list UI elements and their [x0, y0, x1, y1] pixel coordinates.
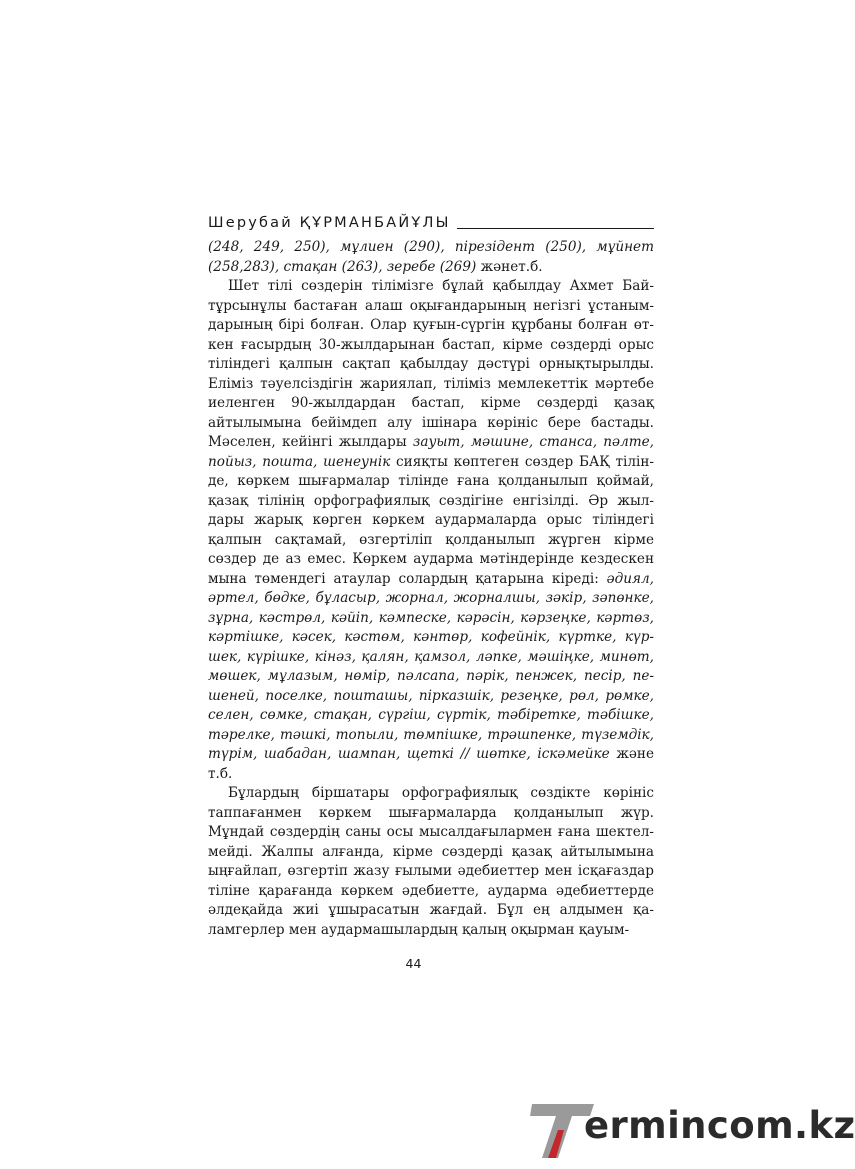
- page-number: 44: [405, 956, 422, 971]
- italic-term: (248, 249, 250), мұлиен (290), пірезідент (250), мұйнет (258,283), стақан (263), зеребе (269): [208, 239, 654, 275]
- text-run: сияқты көптеген сөздер БАҚ тілінде, көркем шығармалар тілінде ғана қолданылып қоймай, қазақ тілінің орфографиялық сөздігіне енгізілді. Әр жылдары жарық көрген көркем аудармаларда орыс тіліндегі қалпын сақтамай, өзгертіліп қолданылып жүрген кірме сөздер де аз емес. Көркем аударма мәтіндерінде кездескен мына төмендегі атаулар солардың қатарына кіреді:: [208, 453, 654, 587]
- running-header: [208, 210, 654, 232]
- text-run: және т.б.: [208, 746, 654, 782]
- italic-term: әдиял, әртел, бөдке, бұласыр, жорнал, жорналшы, зәкір, зәпөнке, зұрна, кәстрөл, кәйіп, кәмпеске, кәрәсін, кәрзеңке, кәртөз, кәртішке, кәсек, кәстөм, кәнтөр, кофейнік, күртке, күршек, күрішке, кінәз, қалян, қамзол, ләпке, мәшіңке, минөт, мөшек, мұлазым, нөмір, пәлсапа, пәрік, пенжек, песір, пешеней, поселке, пошташы, пірказшік, резеңке, рөл, рөмке, селен, сөмке, стақан, сүргіш, сүртік, тәбіретке, тәбішке, тәрелке, тәшкі, топыли, төмпішке, трәшпенке, түземдік, түрім, шабадан, шампан, щеткі // шөтке, іскәмейке: [208, 570, 654, 762]
- paragraph: [208, 784, 654, 940]
- header-author: Шерубай ҚҰРМАНБАЙҰЛЫ: [208, 215, 451, 231]
- paragraph: [208, 277, 654, 784]
- text-run: жәнет.б.: [480, 258, 543, 275]
- body-text: [208, 238, 654, 940]
- header-rule: [457, 228, 654, 229]
- text-run: Шет тілі сөздерін тілімізге бұлай қабылдау Ахмет Байтұрсынұлы бастаған алаш оқығандарының негізгі ұстанымдарының бірі болған. Олар қуғын-сүргін құрбаны болған өткен ғасырдың 30-жылдарынан бастап, кірме сөздерді орыс тіліндегі қалпын сақтап қабылдау дәстүрі орнықтырылды. Еліміз тәуелсіздігін жариялап, тіліміз мемлекеттік мәртебе иеленген 90-жылдардан бастап, кірме сөздерді қазақ айтылымына бейімдеп алу ішінара көрініс бере бастады. Мәселен, кейінгі жылдары: [208, 278, 654, 450]
- paragraph: [208, 238, 654, 277]
- logo-text: ermincom.kz: [584, 1104, 855, 1147]
- text-run: Бұлардың біршатары орфографиялық сөздікте көрініс таппағанмен көркем шығармаларда қолданылып жүр. Мұндай сөздердің саны осы мысалдағылармен ғана шектелмейді. Жалпы алғанда, кірме сөздерді қазақ айтылымына ыңғайлап, өзгертіп жазу ғылыми әдебиеттер мен ісқағаздар тіліне қарағанда көркем әдебиетте, аударма әдебиеттерде әлдеқайда жиі ұшырасатын жағдай. Бұл ең алдымен қаламгерлер мен аудармашылардың қалың оқырман қауым-: [208, 785, 654, 938]
- terminkom-logo[interactable]: [528, 1100, 855, 1162]
- italic-term: зауыт, мәшине, станса, пәлте, пойыз, пошта, шенеунік: [208, 434, 654, 470]
